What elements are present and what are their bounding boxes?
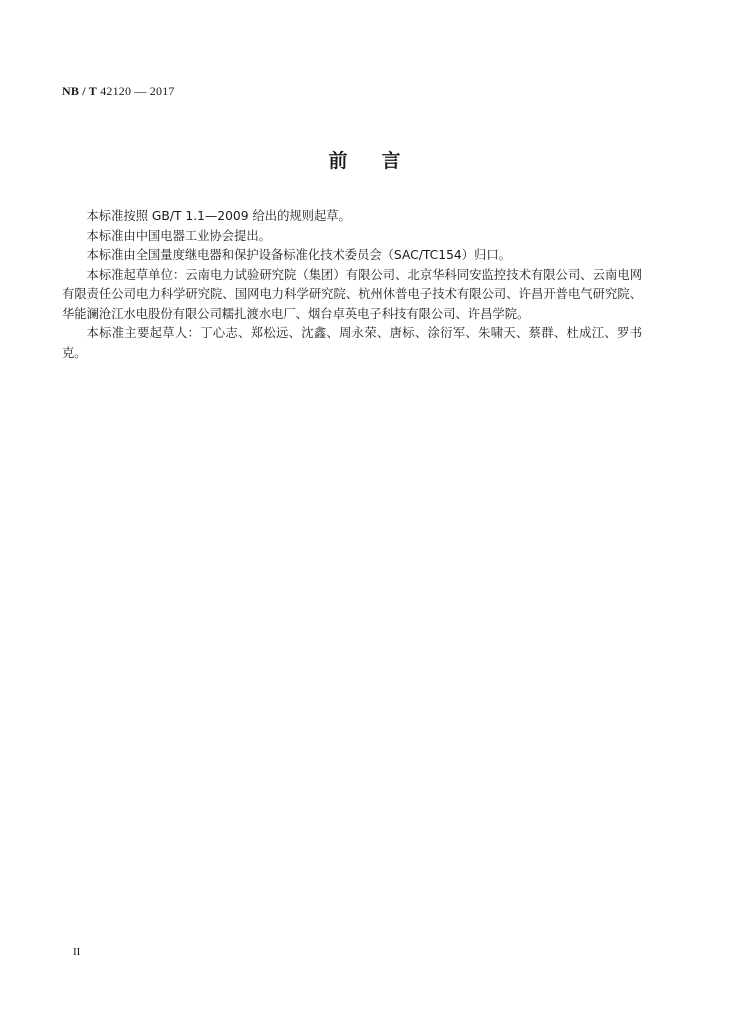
page-title (0, 146, 729, 173)
standard-code (62, 84, 175, 99)
page-number: II (73, 946, 81, 958)
standard-number: 42120 — 2017 (100, 84, 175, 98)
paragraph-drafting-units: 本标准起草单位：云南电力试验研究院（集团）有限公司、北京华科同安监控技术有限公司、云南电网有限责任公司电力科学研究院、国网电力科学研究院、杭州休普电子技术有限公司、许昌开普电气研究院、华能澜沧江水电股份有限公司糯扎渡水电厂、烟台卓英电子科技有限公司、许昌学院。 (62, 267, 642, 321)
paragraph-main-drafters: 本标准主要起草人：丁心志、郑松远、沈鑫、周永荣、唐标、涂衍军、朱啸天、蔡群、杜成江、罗书克。 (62, 326, 642, 360)
paragraph-drafting-rules: 本标准按照 GB/T 1.1—2009 给出的规则起草。 (86, 209, 351, 223)
title-char-1: 前 (328, 150, 348, 172)
title-char-2: 言 (381, 150, 401, 172)
standard-prefix: NB / T (62, 84, 97, 98)
paragraph-proposed-by: 本标准由中国电器工业协会提出。 (86, 228, 271, 243)
paragraph-centralized-by: 本标准由全国量度继电器和保护设备标准化技术委员会（SAC/TC154）归口。 (86, 248, 511, 262)
foreword-body (62, 207, 642, 363)
